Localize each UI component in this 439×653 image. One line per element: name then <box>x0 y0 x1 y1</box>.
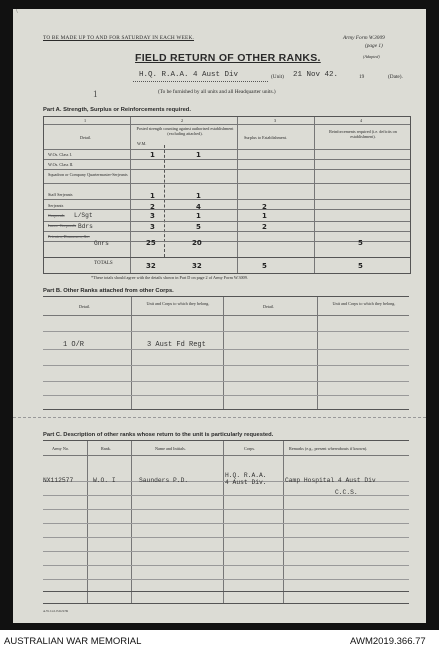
part-b-header-detail-1: Detail. <box>79 304 91 309</box>
val-gnrs-b: 20 <box>192 239 202 247</box>
part-c-rank: W.O. I <box>93 477 116 484</box>
part-c-remarks-1: Camp Hospital 4 Aust Div <box>285 477 376 484</box>
footer-institution: AUSTRALIAN WAR MEMORIAL <box>4 636 142 647</box>
val-ssgt-a: 1 <box>150 192 155 200</box>
part-b-header-unit-2: Unit and Corps to which they belong. <box>332 301 396 306</box>
totals-a: 32 <box>146 262 156 270</box>
val-lsgt-b: 1 <box>196 212 201 220</box>
wm-mark: W.M. <box>137 141 147 146</box>
val-ssgt-b: 1 <box>196 192 201 200</box>
val-sgt-b: 4 <box>196 203 201 211</box>
part-a-heading: Part A. Strength, Surplus or Reinforcements required. <box>43 107 191 113</box>
part-c-header-corps: Corps. <box>244 446 256 451</box>
totals-reinf: 5 <box>358 262 363 270</box>
side-mark: 1 <box>93 89 98 99</box>
print-note: A.W. Ltd. Edn 9/39 <box>43 609 69 613</box>
header-detail: Detail. <box>80 135 92 140</box>
col-number-4: 4 <box>360 118 363 123</box>
furnish-note: (To be furnished by all units and all Headquarter units.) <box>158 89 276 95</box>
ghost-label-pte: Privates, Drummers, &c. <box>48 234 90 239</box>
part-b-heading: Part B. Other Ranks attached from other Corps. <box>43 288 174 294</box>
val-bdrs-surplus: 2 <box>262 223 267 231</box>
part-c-corps-1: H.Q. R.A.A. <box>225 472 267 479</box>
val-gnrs-reinf: 5 <box>358 239 363 247</box>
form-number: Army Form W.3009 <box>343 35 385 41</box>
val-bdrs-a: 3 <box>150 223 155 231</box>
val-lsgt-a: 3 <box>150 212 155 220</box>
unit-value: H.Q. R.A.A. 4 Aust Div <box>139 71 239 79</box>
page-number: (page 1) <box>365 43 383 49</box>
part-c-header-rank: Rank. <box>101 446 111 451</box>
part-b-table <box>43 296 409 410</box>
unit-label: (Unit) <box>271 74 284 80</box>
row-label-lsgt: L/Sgt <box>74 212 93 219</box>
footer-accession: AWM2019.366.77 <box>350 636 426 647</box>
val-wo1-b: 1 <box>196 151 201 159</box>
header-reinforcements: Reinforcements required (i.e. deficits on establishment). <box>329 129 397 139</box>
val-wo1-a: 1 <box>150 151 155 159</box>
row-label-cqms: Squadron or Company Quartermaster-Serjeants <box>48 172 128 177</box>
val-gnrs-a: 25 <box>146 239 156 247</box>
val-bdrs-b: 5 <box>196 223 201 231</box>
part-c-corps-2: 4 Aust Div. <box>225 479 267 486</box>
val-sgt-a: 2 <box>150 203 155 211</box>
col-number-3: 3 <box>274 118 277 123</box>
fold-line <box>13 417 426 418</box>
part-c-heading: Part C. Description of other ranks whose return to the unit is particularly requested. <box>43 432 274 438</box>
date-value: 21 Nov 42. <box>293 71 339 79</box>
part-b-entry-unit: 3 Aust Fd Regt <box>147 341 206 349</box>
part-c-name: Saunders P.D. <box>139 477 189 484</box>
year-prefix: 19 <box>359 74 365 80</box>
part-b-entry-detail: 1 O/R <box>63 341 85 349</box>
totals-surplus: 5 <box>262 262 267 270</box>
row-label-wo1: W.Os. Class I. <box>48 152 72 157</box>
part-c-table <box>43 440 409 604</box>
part-c-header-remarks: Remarks (e.g., present whereabouts if known). <box>289 446 368 451</box>
army-form-document <box>13 9 426 623</box>
part-b-header-detail-2: Detail. <box>263 304 275 309</box>
part-c-army-no: NX112577 <box>43 477 74 484</box>
totals-b: 32 <box>192 262 202 270</box>
val-lsgt-surplus: 1 <box>262 212 267 220</box>
part-b-header-unit-1: Unit and Corps to which they belong. <box>146 301 210 306</box>
left-tick-mark: \ <box>16 9 18 15</box>
totals-label: TOTALS <box>94 261 113 266</box>
header-surplus: Surplus to Establishment. <box>244 135 287 140</box>
row-label-sgt: Serjeants <box>48 203 64 208</box>
val-sgt-surplus: 2 <box>262 203 267 211</box>
unit-underline <box>133 81 268 82</box>
ghost-label-cpl: Corporals <box>48 213 65 218</box>
row-label-gnrs: Gnrs <box>94 240 109 247</box>
row-label-wo2: W.Os. Class II. <box>48 162 74 167</box>
form-title: FIELD RETURN OF OTHER RANKS. <box>135 52 321 64</box>
row-label-staff-sgt: Staff Serjeants <box>48 192 73 197</box>
archive-footer <box>0 630 439 653</box>
row-label-bdrs: Bdrs <box>78 223 93 230</box>
ghost-label-lcpl: Lance-Corporals <box>48 223 77 228</box>
col-number-1: 1 <box>84 118 87 123</box>
totals-note: *These totals should agree with the details shown in Part D on page 2 of Army Form W.3009. <box>91 275 248 280</box>
part-a-table <box>43 116 411 274</box>
date-label: (Date). <box>388 74 403 80</box>
form-instruction: TO BE MADE UP TO AND FOR SATURDAY IN EACH WEEK. <box>43 35 195 41</box>
header-posted-strength: Posted strength counting against authorised establishment (excluding attached). <box>136 126 234 136</box>
col-number-2: 2 <box>181 118 184 123</box>
adapted-label: (Adapted) <box>363 54 380 59</box>
part-c-header-name: Name and Initials. <box>155 446 186 451</box>
part-c-header-army-no: Army No. <box>52 446 69 451</box>
part-c-remarks-2: C.C.S. <box>335 489 358 496</box>
